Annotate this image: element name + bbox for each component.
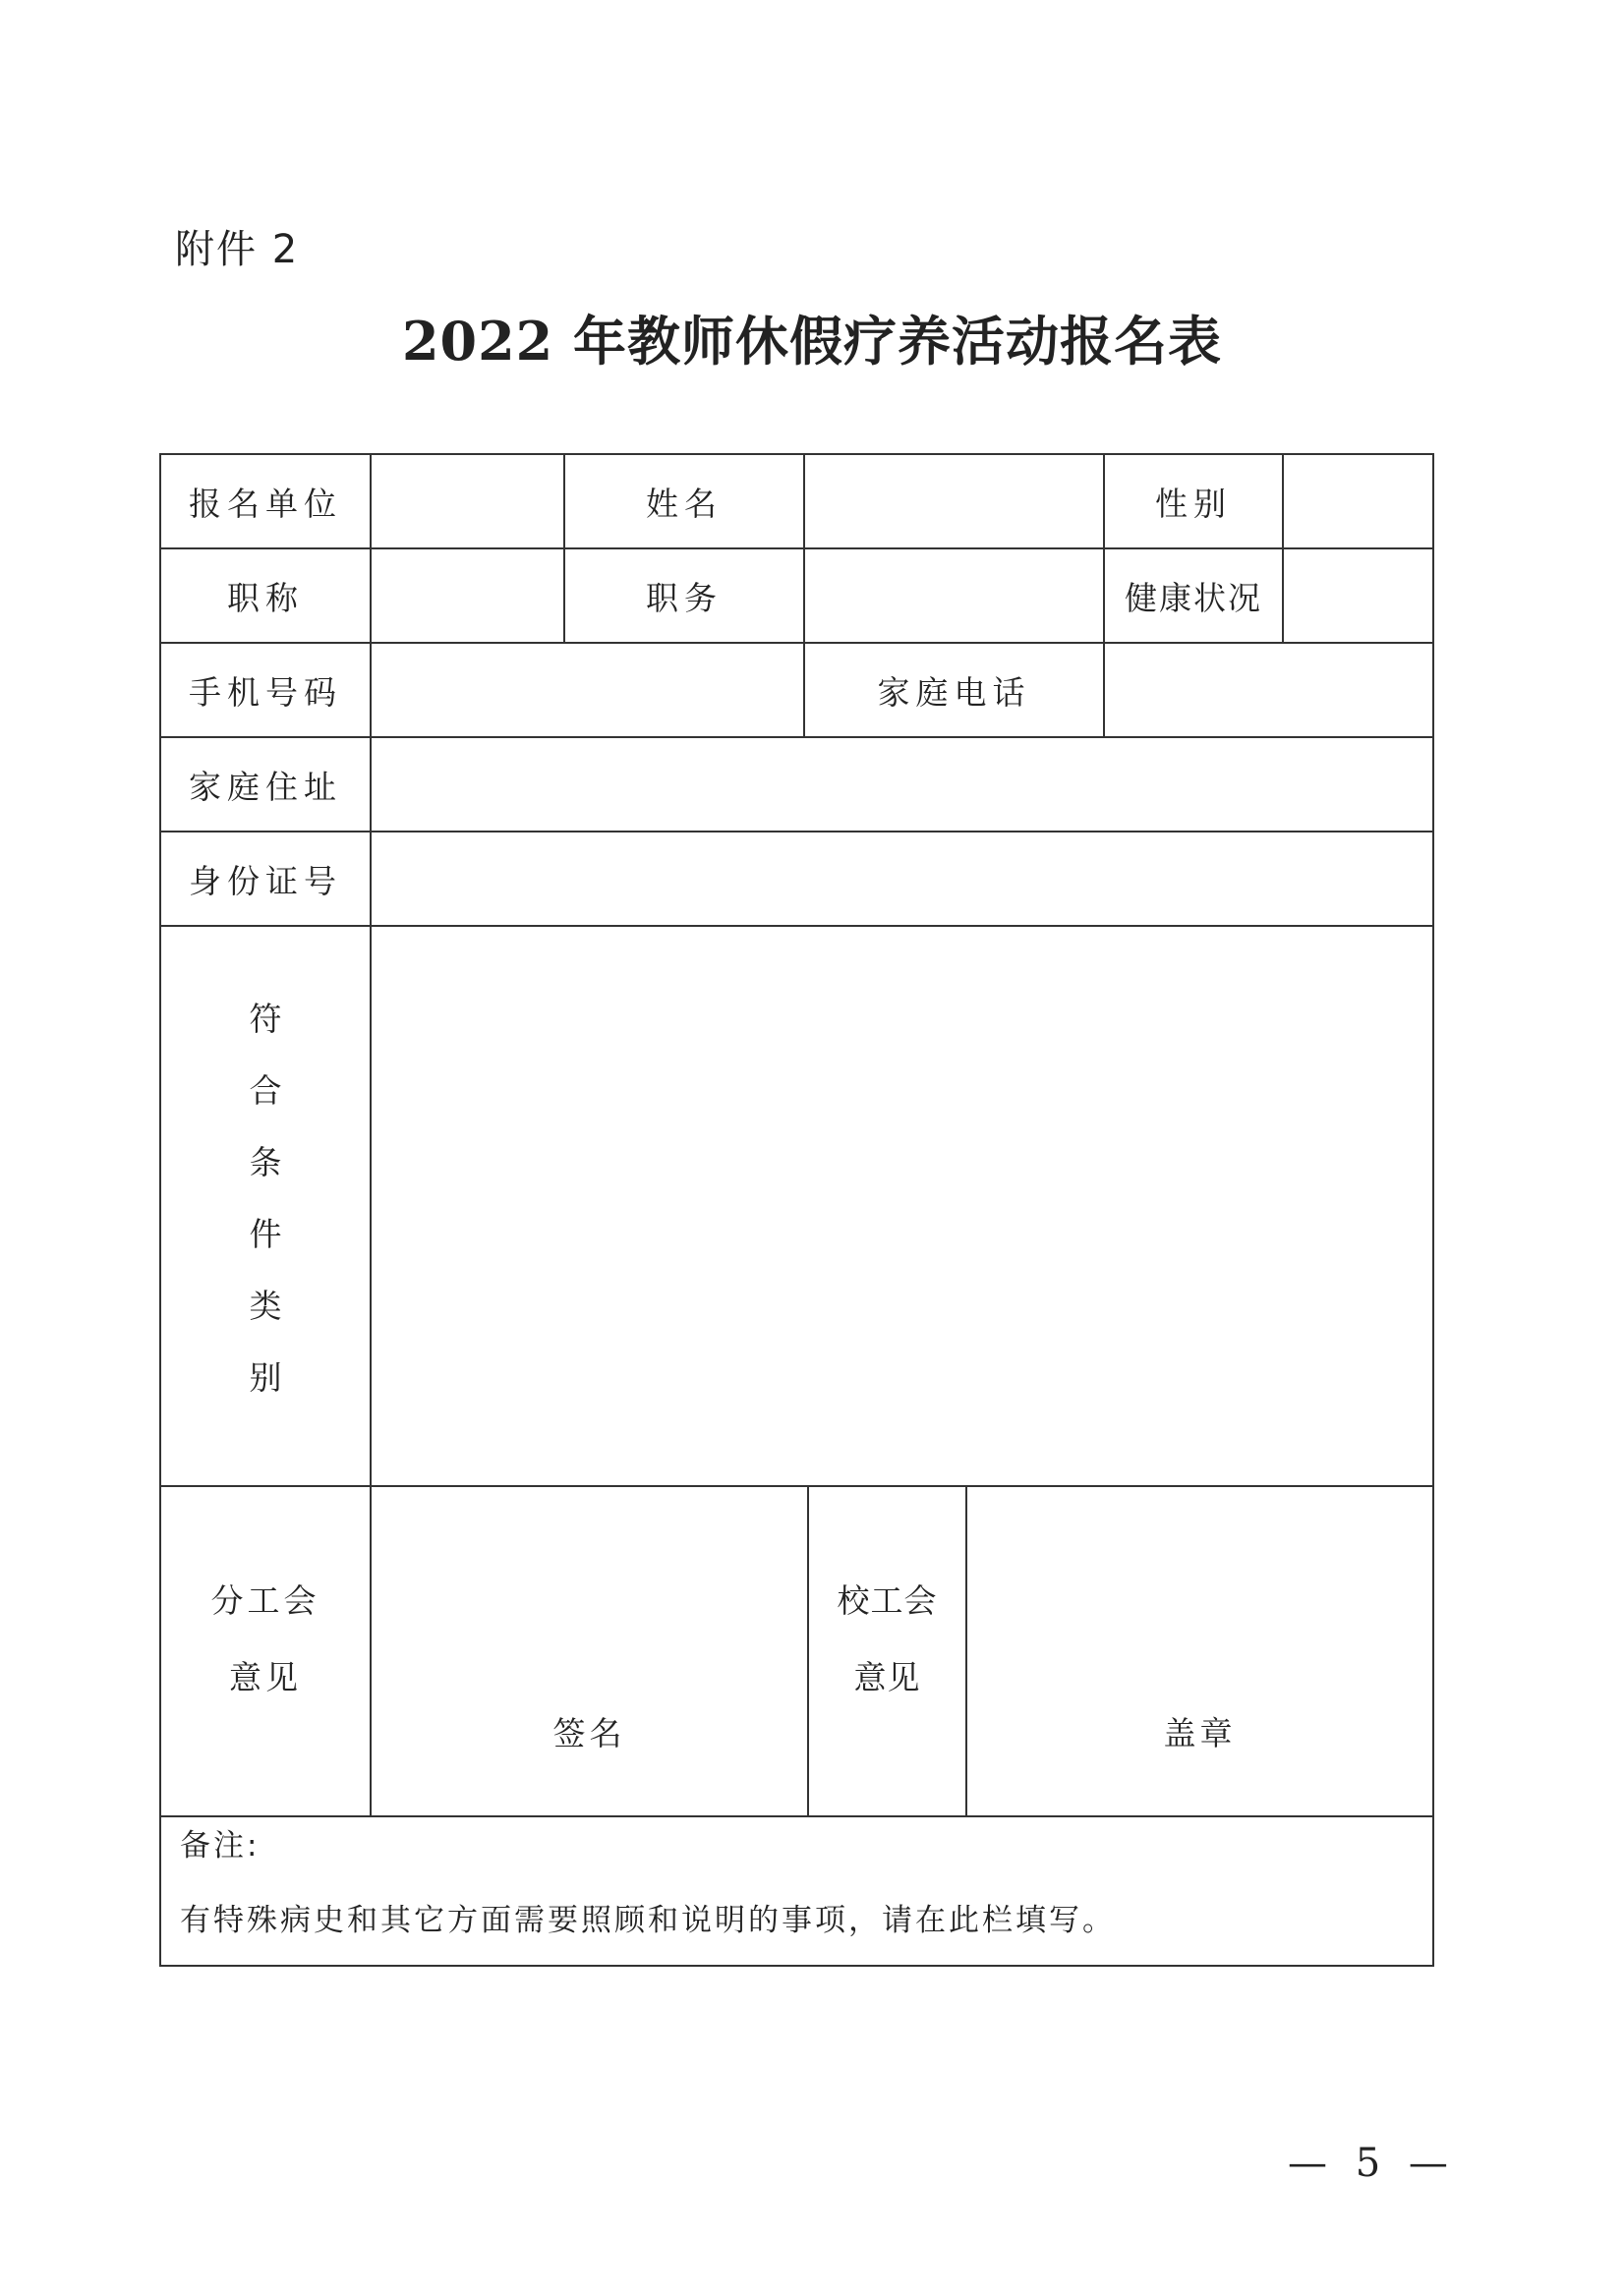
home-phone-field[interactable]	[1104, 643, 1433, 737]
form-title: 2022 年教师休假疗养活动报名表	[401, 310, 1223, 373]
school-union-line2: 意见	[853, 1658, 921, 1696]
category-char: 合	[249, 1071, 282, 1110]
branch-union-line1: 分工会	[210, 1581, 320, 1620]
school-union-label	[808, 1563, 966, 1716]
name-label: 姓名	[646, 484, 723, 523]
id-field[interactable]	[371, 832, 1433, 926]
branch-union-label	[160, 1563, 371, 1716]
signature-label: 签名	[552, 1714, 626, 1752]
unit-field[interactable]	[371, 454, 564, 548]
category-char: 别	[249, 1358, 282, 1397]
mobile-field[interactable]	[371, 643, 804, 737]
category-label	[160, 983, 371, 1413]
branch-union-line2: 意见	[229, 1658, 302, 1696]
unit-label: 报名单位	[189, 484, 342, 523]
page-number: — 5 —	[1288, 2141, 1456, 2186]
school-union-line1: 校工会	[837, 1581, 938, 1620]
gender-label: 性别	[1155, 484, 1232, 523]
category-char: 件	[249, 1215, 282, 1253]
health-field[interactable]	[1283, 548, 1433, 643]
id-label: 身份证号	[189, 861, 342, 900]
address-field[interactable]	[371, 737, 1433, 832]
category-char: 条	[249, 1143, 282, 1181]
name-field[interactable]	[804, 454, 1104, 548]
category-char: 类	[249, 1287, 282, 1325]
title-label: 职称	[227, 578, 304, 617]
category-char: 符	[249, 1000, 282, 1038]
mobile-label: 手机号码	[189, 672, 342, 712]
category-field[interactable]	[371, 926, 1433, 1486]
remarks-label: 备注:	[180, 1828, 261, 1864]
remarks-text: 有特殊病史和其它方面需要照顾和说明的事项，请在此栏填写。	[180, 1903, 1116, 1938]
gender-field[interactable]	[1283, 454, 1433, 548]
position-label: 职务	[646, 578, 723, 617]
home-phone-label: 家庭电话	[877, 672, 1031, 712]
position-field[interactable]	[804, 548, 1104, 643]
health-label: 健康状况	[1125, 578, 1262, 617]
address-label: 家庭住址	[189, 767, 342, 806]
seal-label: 盖章	[1163, 1714, 1237, 1752]
attachment-label: 附件 2	[175, 227, 300, 272]
title-field[interactable]	[371, 548, 564, 643]
